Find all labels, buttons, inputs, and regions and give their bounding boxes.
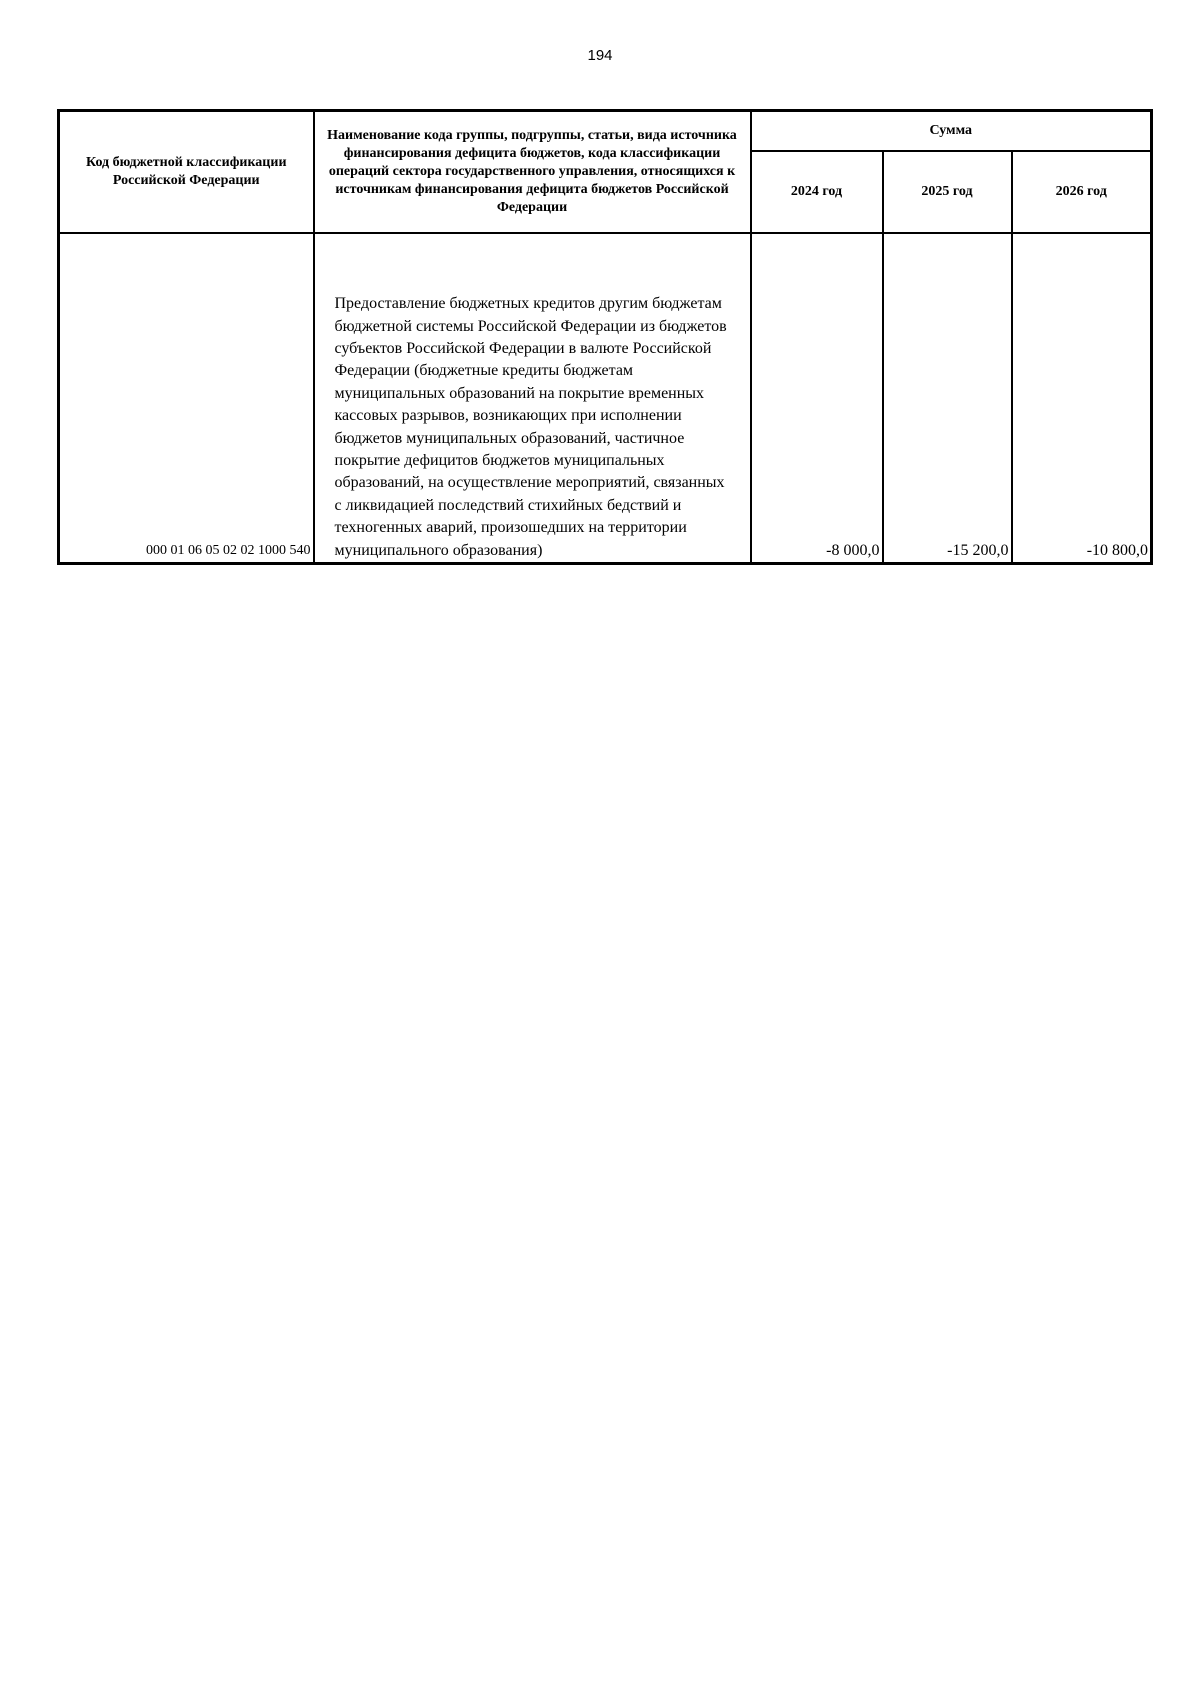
- row-value-2025: -15 200,0: [883, 233, 1012, 564]
- page-number: 194: [587, 47, 613, 64]
- header-name: Наименование кода группы, подгруппы, статьи, вида источника финансирования дефицита бюджетов, кода классификации операций сектора государственного управления, относящихся к источникам финансирования дефицита бюджетов Российской Федерации: [314, 111, 751, 234]
- row-code: 000 01 06 05 02 02 1000 540: [59, 233, 314, 564]
- table-row: [59, 233, 1152, 564]
- header-code: Код бюджетной классификации Российской Федерации: [59, 111, 314, 234]
- row-value-2024: -8 000,0: [751, 233, 883, 564]
- row-value-2026: -10 800,0: [1012, 233, 1152, 564]
- header-sum: Сумма: [751, 111, 1152, 152]
- table-header-row: [59, 111, 1152, 152]
- budget-sources-table: [57, 109, 1153, 565]
- header-year-2026: 2026 год: [1012, 151, 1152, 233]
- row-name: Предоставление бюджетных кредитов другим бюджетам бюджетной системы Российской Федерации из бюджетов субъектов Российской Федерации в валюте Российской Федерации (бюджетные кредиты бюджетам муниципальных образований на покрытие временных кассовых разрывов, возникающих при исполнении бюджетов муниципальных образований, частичное покрытие дефицитов бюджетов муниципальных образований, на осуществление мероприятий, связанных с ликвидацией последствий стихийных бедствий и техногенных аварий, произошедших на территории муниципального образования): [314, 233, 751, 564]
- header-year-2025: 2025 год: [883, 151, 1012, 233]
- header-year-2024: 2024 год: [751, 151, 883, 233]
